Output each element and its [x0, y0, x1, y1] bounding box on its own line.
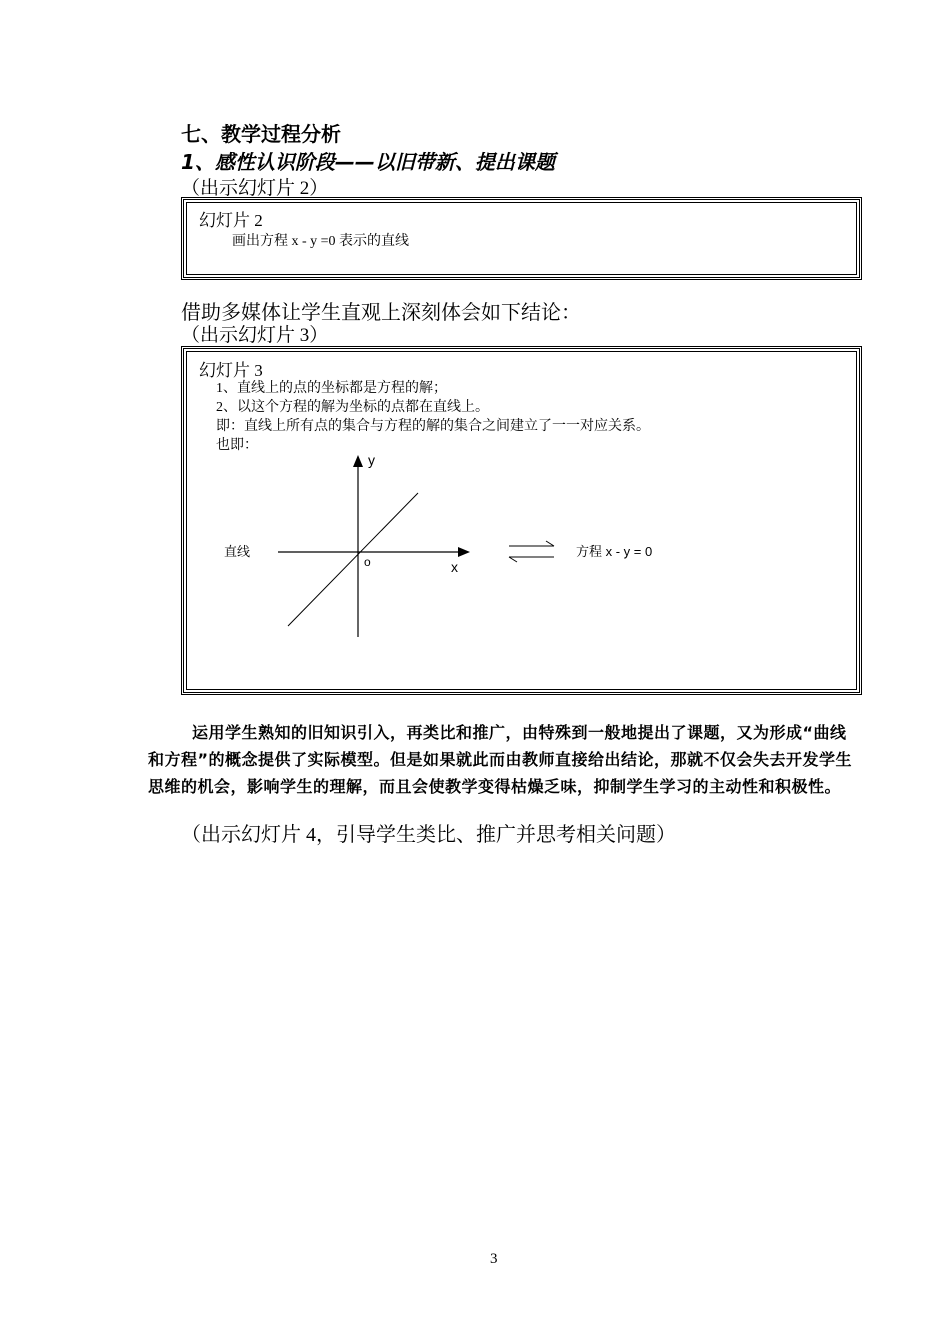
note-slide-3: （出示幻灯片 3） — [181, 325, 329, 346]
equation-label: 方程 x - y = 0 — [576, 544, 653, 559]
line-label: 直线 — [224, 544, 251, 559]
body-paragraph-text: 运用学生熟知的旧知识引入，再类比和推广，由特殊到一般地提出了课题，又为形成“曲线和方程”的概念提供了实际模型。但是如果就此而由教师直接给出结论，那就不仅会失去开发学生思维的机会，影响学生的理解，而且会使教学变得枯燥乏味，抑制学生学习的主动性和积极性。 — [148, 723, 853, 796]
page-number: 3 — [490, 1251, 498, 1267]
slide-2-box — [181, 197, 862, 280]
slide-3-box — [181, 346, 862, 695]
section-heading: 七、教学过程分析 — [181, 122, 341, 146]
slide-3-item-2: 2、以这个方程的解为坐标的点都在直线上。 — [216, 400, 489, 415]
slide-3-title: 幻灯片 3 — [199, 361, 263, 380]
slide-3-summary: 即：直线上所有点的集合与方程的解的集合之间建立了一一对应关系。 — [216, 419, 650, 434]
slide-3-item-1: 1、直线上的点的坐标都是方程的解； — [216, 381, 447, 396]
intro-text: 借助多媒体让学生直观上深刻体会如下结论： — [181, 302, 581, 324]
line-x-minus-y — [288, 493, 418, 626]
note-slide-4: （出示幻灯片 4，引导学生类比、推广并思考相关问题） — [181, 824, 676, 846]
coordinate-diagram — [184, 349, 859, 692]
x-axis-arrow-icon — [458, 547, 470, 557]
body-paragraph — [148, 719, 860, 800]
x-axis-label: x — [451, 559, 458, 575]
slide-2-text: 画出方程 x - y =0 表示的直线 — [232, 234, 410, 249]
slide-2-title: 幻灯片 2 — [199, 211, 263, 230]
y-axis-label: y — [368, 452, 375, 468]
slide-3-also: 也即： — [216, 438, 258, 453]
y-axis-arrow-icon — [353, 455, 363, 467]
subheading: 1、感性认识阶段——以旧带新、提出课题 — [181, 150, 555, 174]
note-slide-2: （出示幻灯片 2） — [181, 178, 329, 199]
origin-label: o — [364, 555, 371, 569]
